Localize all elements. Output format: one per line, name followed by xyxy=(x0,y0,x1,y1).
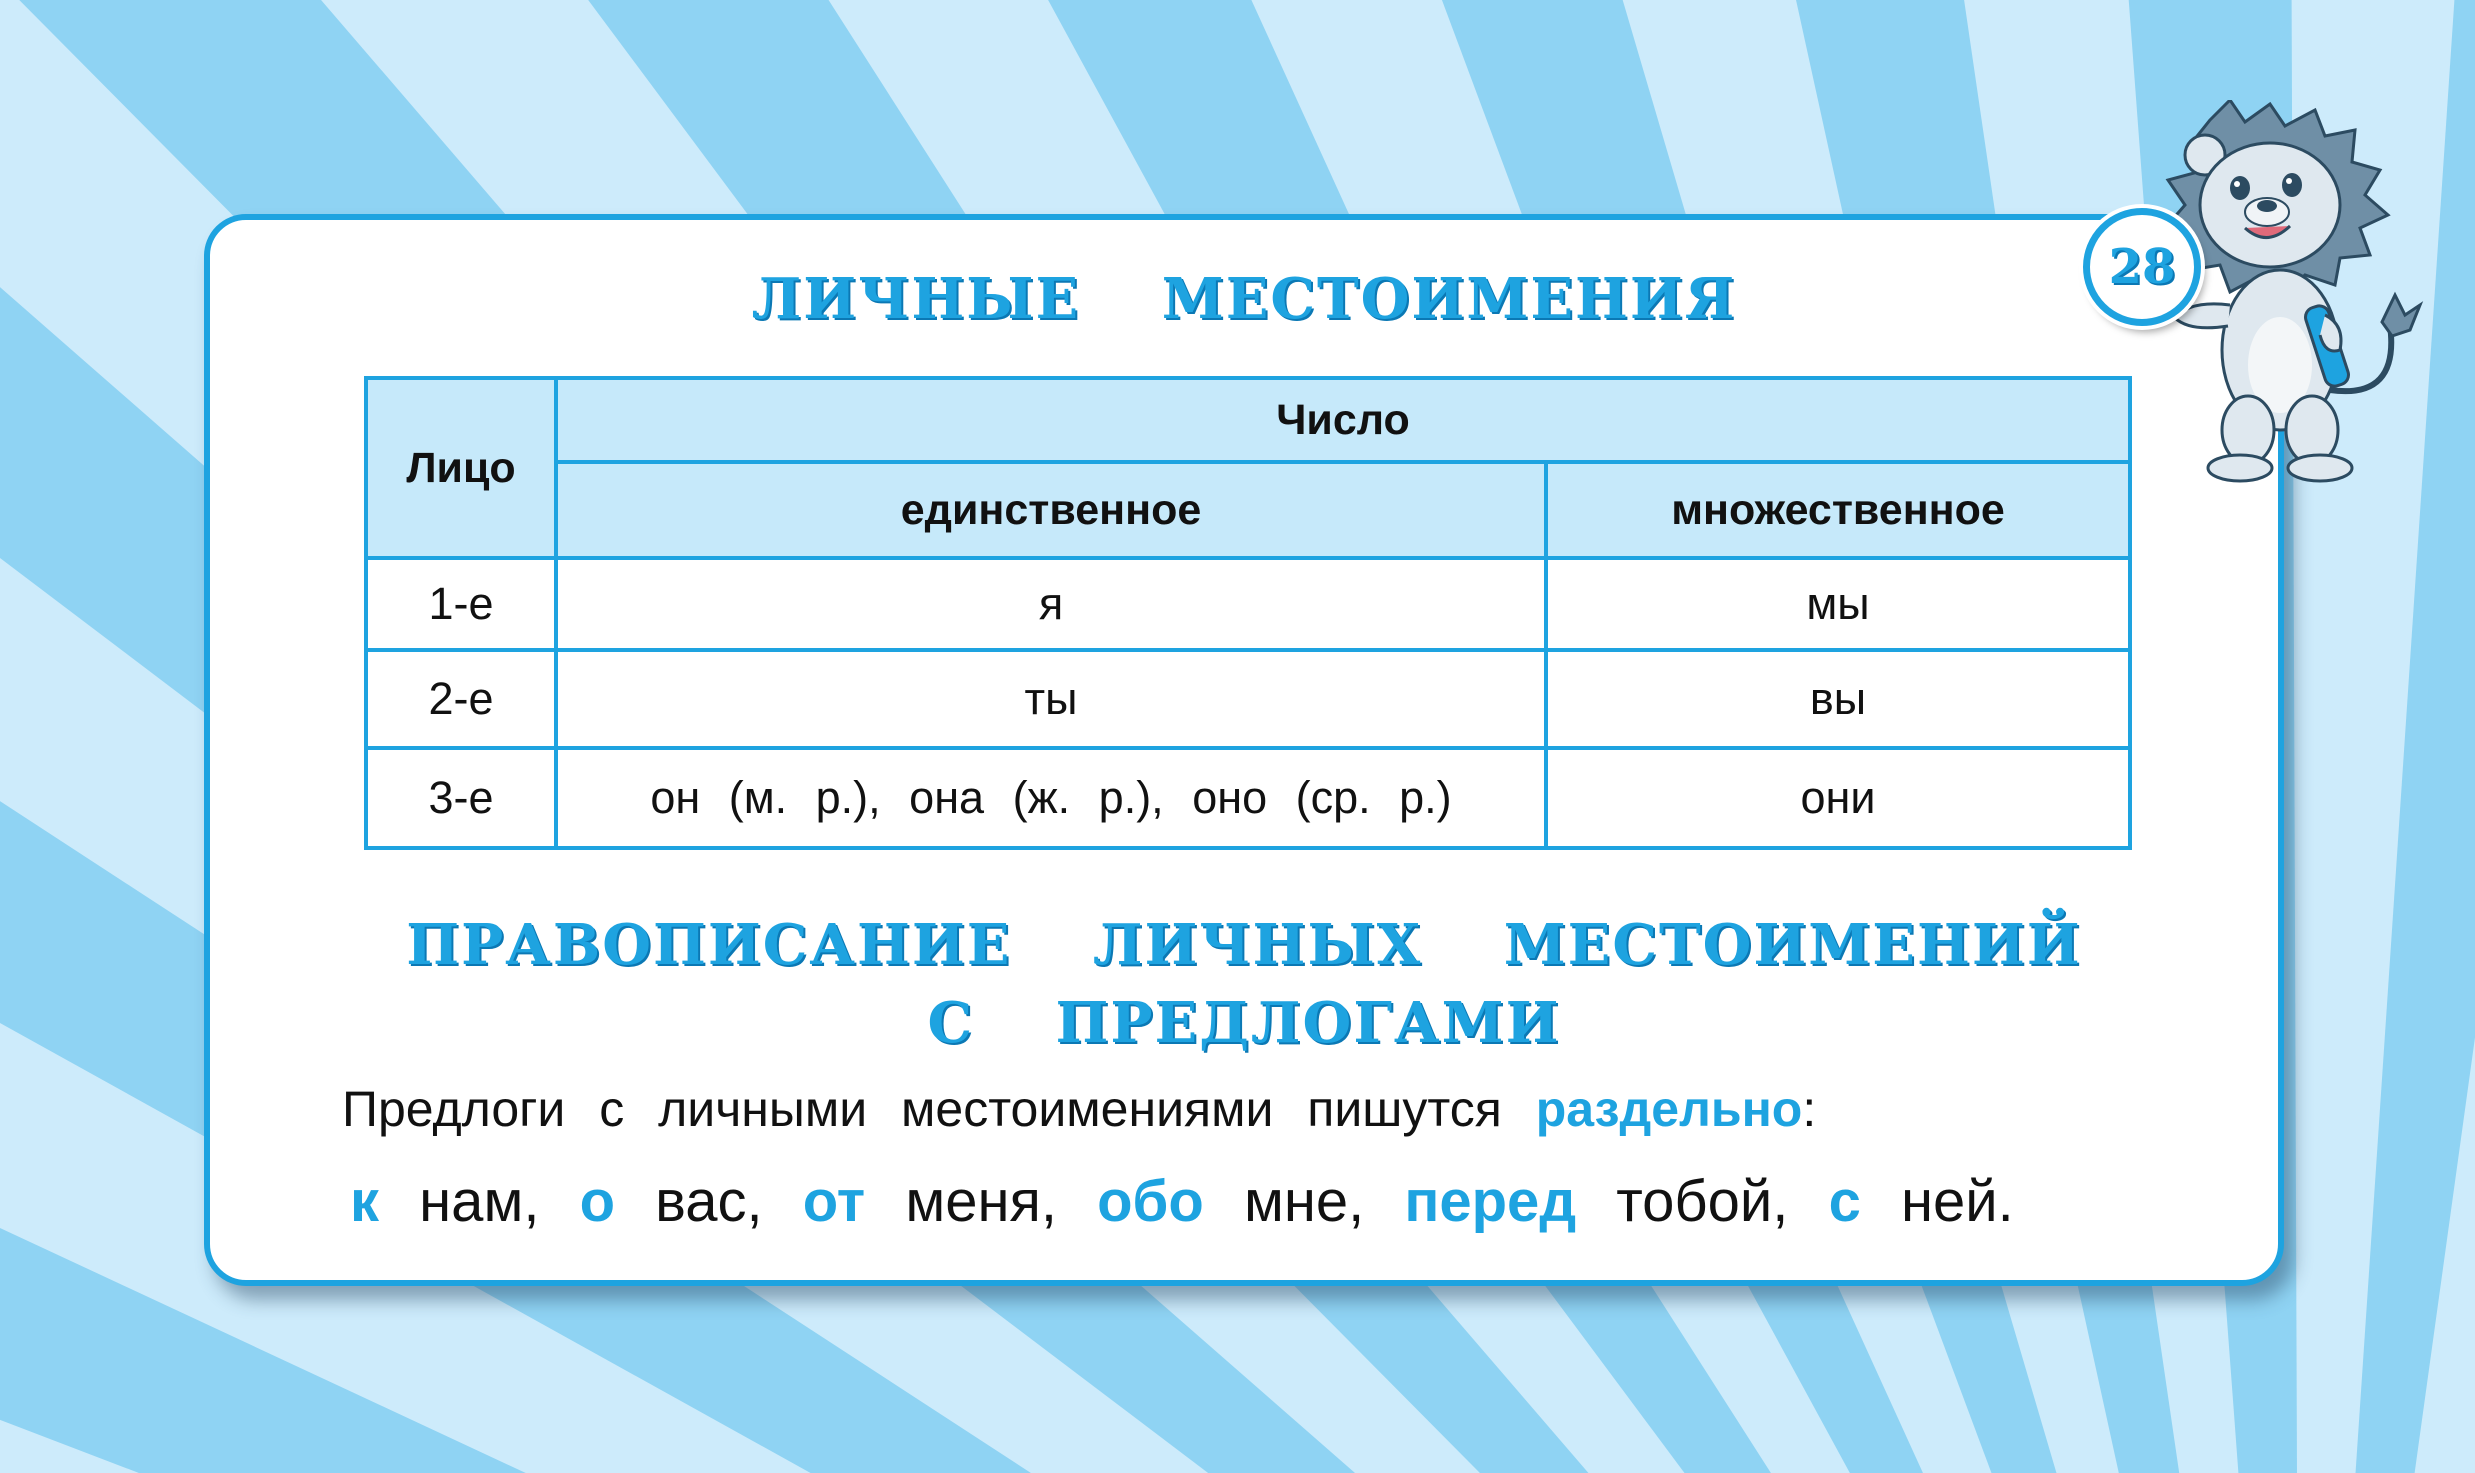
table-row xyxy=(366,650,2130,748)
page-number: 28 xyxy=(2108,239,2176,295)
rule-text xyxy=(342,1080,1816,1138)
header-number: Число xyxy=(556,378,2130,462)
header-plural: множественное xyxy=(1546,462,2130,558)
example-pronoun: меня, xyxy=(905,1169,1057,1234)
cell-person: 1-е xyxy=(366,558,556,650)
table-subheader-row xyxy=(366,462,2130,558)
title-spelling-line2: С ПРЕДЛОГАМИ xyxy=(927,990,1561,1056)
example-pronoun: нам, xyxy=(419,1169,540,1234)
title-personal-pronouns: ЛИЧНЫЕ МЕСТОИМЕНИЯ xyxy=(751,266,1737,332)
cell-singular: я xyxy=(556,558,1546,650)
cell-singular: ты xyxy=(556,650,1546,748)
rule-main: Предлоги с личными местоимениями пишутся xyxy=(342,1081,1502,1137)
example-preposition: обо xyxy=(1097,1169,1204,1234)
table-row xyxy=(366,748,2130,848)
cell-plural: вы xyxy=(1546,650,2130,748)
example-preposition: от xyxy=(802,1169,866,1234)
pronouns-table xyxy=(364,376,2132,850)
cell-plural: мы xyxy=(1546,558,2130,650)
table-row xyxy=(366,558,2130,650)
cell-plural: они xyxy=(1546,748,2130,848)
example-pronoun: мне, xyxy=(1243,1169,1365,1234)
example-pronoun: ней. xyxy=(1900,1169,2014,1234)
example-preposition: к xyxy=(350,1169,380,1234)
examples-line xyxy=(350,1168,2014,1235)
example-preposition: о xyxy=(579,1169,615,1234)
title-spelling-rule xyxy=(210,906,2278,1062)
cell-person: 3-е xyxy=(366,748,556,848)
header-singular: единственное xyxy=(556,462,1546,558)
example-preposition: перед xyxy=(1404,1169,1577,1234)
example-pronoun: тобой, xyxy=(1616,1169,1789,1234)
header-person: Лицо xyxy=(366,378,556,558)
table-header-row xyxy=(366,378,2130,462)
rule-highlight: раздельно xyxy=(1535,1081,1803,1137)
rule-end: : xyxy=(1802,1081,1817,1137)
title-spelling-line1: ПРАВОПИСАНИЕ ЛИЧНЫХ МЕСТОИМЕНИЙ xyxy=(406,912,2082,978)
page-number-badge xyxy=(2083,208,2201,326)
content-card xyxy=(204,214,2284,1286)
example-preposition: с xyxy=(1828,1169,1861,1234)
cell-person: 2-е xyxy=(366,650,556,748)
example-pronoun: вас, xyxy=(655,1169,763,1234)
cell-singular: он (м. р.), она (ж. р.), оно (ср. р.) xyxy=(556,748,1546,848)
